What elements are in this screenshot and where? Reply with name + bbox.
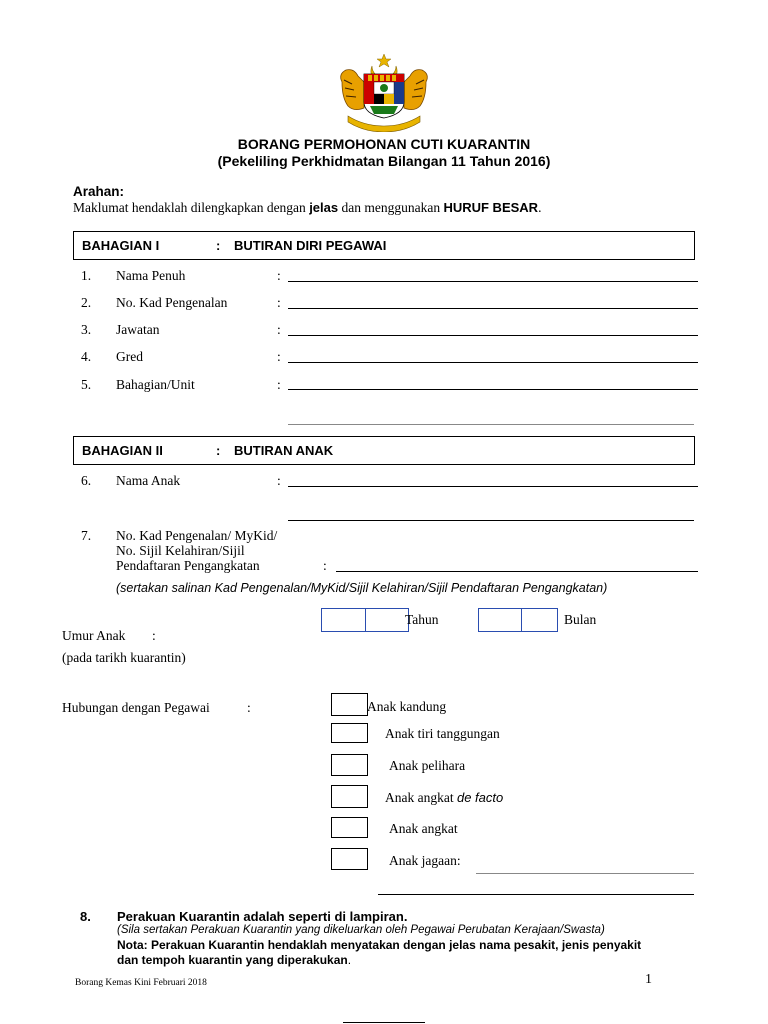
field-2-colon: : [277, 295, 281, 310]
guardianship-field[interactable] [476, 873, 694, 874]
section-8-note-line-2: dan tempoh kuarantin yang diperakukan. [117, 953, 352, 967]
section-2-header [73, 436, 695, 465]
section-8-note-line-1: Nota: Perakuan Kuarantin hendaklah menyatakan dengan jelas nama pesakit, jenis penyakit [117, 938, 642, 952]
field-2-number: 2. [81, 295, 92, 310]
relation-checkbox-adopted[interactable] [331, 817, 368, 838]
age-years-digit-1-box[interactable] [321, 608, 366, 632]
field-2-label: No. Kad Pengenalan [116, 295, 228, 310]
section-2-colon: : [216, 443, 221, 458]
relation-option-guardianship: Anak jagaan: [389, 853, 461, 868]
relation-option-adopted: Anak angkat [389, 821, 458, 836]
department-field-line-2[interactable] [288, 424, 694, 425]
field-7-note: (sertakan salinan Kad Pengenalan/MyKid/Sijil Kelahiran/Sijil Pendaftaran Pengangkatan) [116, 581, 608, 595]
form-title: BORANG PERMOHONAN CUTI KUARANTIN [237, 136, 531, 152]
field-4-colon: : [277, 349, 281, 364]
relation-option-adopted-de-facto: Anak angkat de facto [385, 790, 504, 805]
section-1-label: BAHAGIAN I [82, 238, 160, 253]
field-5-number: 5. [81, 377, 92, 392]
age-years-digit-2-box[interactable] [365, 608, 409, 632]
age-months-label: Bulan [564, 612, 597, 627]
guardianship-field-line-2[interactable] [378, 894, 694, 895]
age-months-digit-2-box[interactable] [521, 608, 558, 632]
child-id-field[interactable] [336, 571, 698, 572]
relation-colon: : [247, 700, 251, 715]
section-2-label: BAHAGIAN II [82, 443, 163, 458]
full-name-field[interactable] [288, 281, 698, 282]
field-3-colon: : [277, 322, 281, 337]
field-3-number: 3. [81, 322, 92, 337]
page-number: 1 [645, 972, 652, 987]
field-6-colon: : [277, 473, 281, 488]
field-5-label: Bahagian/Unit [116, 377, 195, 392]
age-years-label: Tahun [405, 612, 439, 627]
field-7-colon: : [323, 558, 327, 573]
position-field[interactable] [288, 335, 698, 336]
section-8-italic-note: (Sila sertakan Perakuan Kuarantin yang dikeluarkan oleh Pegawai Perubatan Kerajaan/Swasta) [117, 924, 605, 936]
relation-option-stepchild: Anak tiri tanggungan [385, 726, 500, 741]
child-name-field-line-2[interactable] [288, 520, 694, 521]
field-4-number: 4. [81, 349, 92, 364]
bottom-fragment-line [343, 1022, 425, 1023]
relation-checkbox-adopted-de-facto[interactable] [331, 785, 368, 808]
instructions-heading: Arahan: [73, 184, 125, 199]
form-subtitle: (Pekeliling Perkhidmatan Bilangan 11 Tahun 2016) [217, 153, 551, 169]
child-age-label: Umur Anak [62, 628, 126, 643]
relation-checkbox-foster[interactable] [331, 754, 368, 776]
field-7-number: 7. [81, 528, 92, 543]
section-1-colon: : [216, 238, 221, 253]
relation-checkbox-stepchild[interactable] [331, 723, 368, 743]
child-age-colon: : [152, 628, 156, 643]
coat-of-arms-emblem [334, 52, 434, 132]
field-4-label: Gred [116, 349, 143, 364]
ic-number-field[interactable] [288, 308, 698, 309]
section-1-header [73, 231, 695, 260]
field-5-colon: : [277, 377, 281, 392]
footer-text: Borang Kemas Kini Februari 2018 [75, 978, 207, 988]
field-6-number: 6. [81, 473, 92, 488]
field-3-label: Jawatan [116, 322, 160, 337]
field-1-number: 1. [81, 268, 92, 283]
field-6-label: Nama Anak [116, 473, 181, 488]
field-7-label-line-1: No. Kad Pengenalan/ MyKid/ [116, 528, 278, 543]
field-1-colon: : [277, 268, 281, 283]
section-1-title: BUTIRAN DIRI PEGAWAI [234, 238, 387, 253]
section-8-number: 8. [80, 909, 91, 924]
relation-checkbox-guardianship[interactable] [331, 848, 368, 870]
relation-label: Hubungan dengan Pegawai [62, 700, 210, 715]
field-1-label: Nama Penuh [116, 268, 186, 283]
relation-option-biological: Anak kandung [367, 699, 447, 714]
instructions-text: Maklumat hendaklah dilengkapkan dengan jelas dan menggunakan HURUF BESAR. [73, 200, 542, 215]
department-field[interactable] [288, 389, 698, 390]
relation-checkbox-biological[interactable] [331, 693, 368, 716]
section-2-title: BUTIRAN ANAK [234, 443, 334, 458]
child-age-sublabel: (pada tarikh kuarantin) [62, 650, 186, 665]
field-7-label-line-2: No. Sijil Kelahiran/Sijil [116, 543, 245, 558]
age-months-digit-1-box[interactable] [478, 608, 522, 632]
field-7-label-line-3: Pendaftaran Pengangkatan [116, 558, 260, 573]
child-name-field[interactable] [288, 486, 698, 487]
grade-field[interactable] [288, 362, 698, 363]
section-8-heading: Perakuan Kuarantin adalah seperti di lampiran. [117, 909, 408, 924]
relation-option-foster: Anak pelihara [389, 758, 466, 773]
